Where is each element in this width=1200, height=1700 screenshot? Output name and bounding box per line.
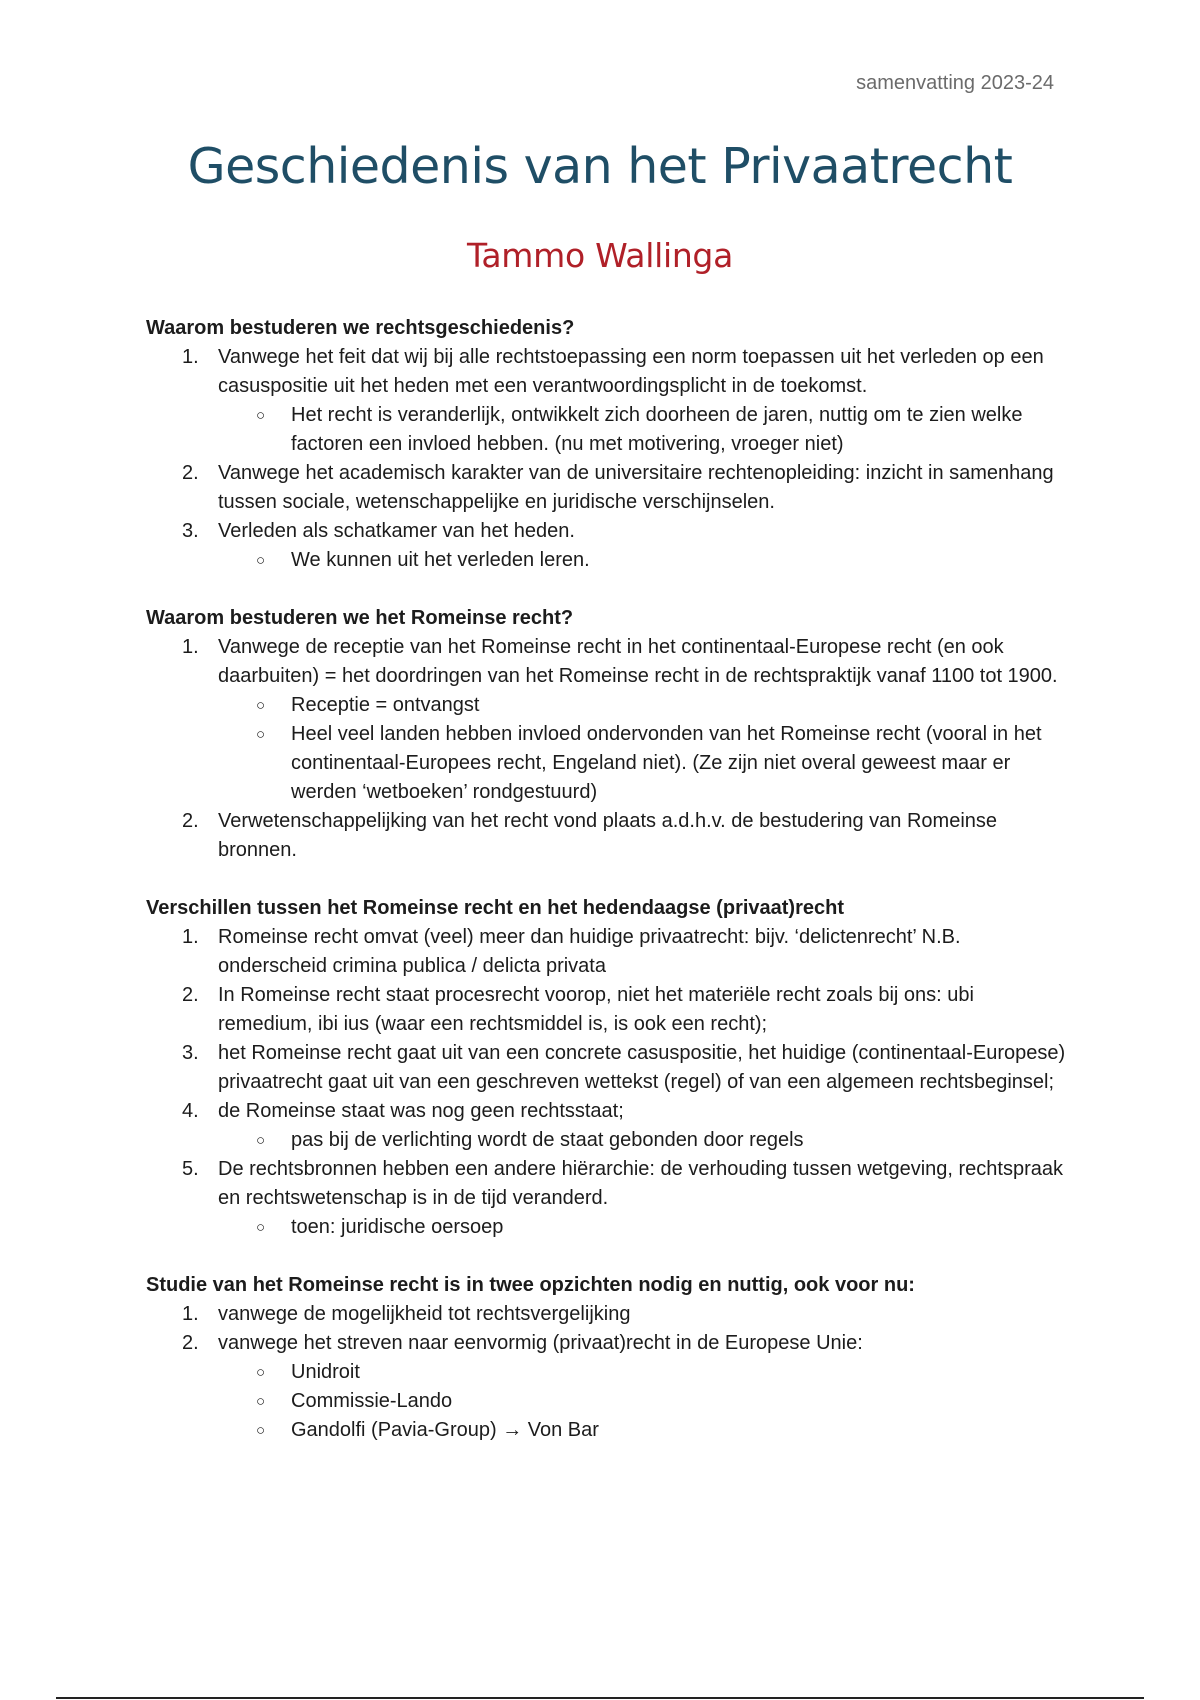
section-heading: Waarom bestuderen we het Romeinse recht?	[146, 607, 574, 629]
hollow-bullet-icon: ○	[256, 1393, 266, 1410]
hollow-bullet-icon: ○	[256, 1219, 266, 1236]
hollow-bullet-icon: ○	[256, 407, 266, 424]
item-text: Vanwege de receptie van het Romeinse recht in het continentaal-Europese recht (en ook daarbuiten) = het doordringen van het Romeinse recht in de rechtspraktijk vanaf 1100 tot 1900.	[218, 636, 1058, 687]
item-text: het Romeinse recht gaat uit van een concrete casuspositie, het huidige (continentaal-Europese) privaatrecht gaat uit van een geschreven wettekst (regel) of van een algemeen rechtsbeginsel;	[218, 1042, 1066, 1093]
section	[146, 314, 1066, 575]
sub-item-text: Gandolfi (Pavia-Group) → Von Bar	[291, 1419, 599, 1441]
sub-item-text: Heel veel landen hebben invloed ondervonden van het Romeinse recht (vooral in het continentaal-Europees recht, Engeland niet). (Ze zijn niet overal geweest maar er werden ‘wetboeken’ rondgestuurd)	[291, 723, 1042, 803]
list-item	[146, 1300, 1066, 1329]
section-heading: Verschillen tussen het Romeinse recht en het hedendaagse (privaat)recht	[146, 897, 844, 919]
item-text: Vanwege het feit dat wij bij alle rechtstoepassing een norm toepassen uit het verleden op een casuspositie uit het heden met een verantwoordingsplicht in de toekomst.	[218, 346, 1044, 397]
list-item	[146, 1329, 1066, 1445]
list-item	[146, 1097, 1066, 1155]
header-label: samenvatting 2023-24	[856, 72, 1054, 94]
sub-list-item	[218, 720, 1066, 807]
bottom-divider	[56, 1697, 1144, 1699]
item-number: 3.	[182, 1042, 199, 1064]
item-number: 4.	[182, 1100, 199, 1122]
item-number: 1.	[182, 636, 199, 658]
sub-item-text: Commissie-Lando	[291, 1390, 453, 1412]
list-item	[146, 1155, 1066, 1242]
sub-list-item	[218, 401, 1066, 459]
hollow-bullet-icon: ○	[256, 1132, 266, 1149]
item-number: 2.	[182, 810, 199, 832]
section	[146, 604, 1066, 865]
list-item	[146, 459, 1066, 517]
document-title: Geschiedenis van het Privaatrecht	[187, 138, 1013, 195]
list-item	[146, 1039, 1066, 1097]
item-number: 2.	[182, 462, 199, 484]
item-text: De rechtsbronnen hebben een andere hiërarchie: de verhouding tussen wetgeving, rechtspraak en rechtswetenschap is in de tijd veranderd.	[218, 1158, 1063, 1209]
sub-item-text: pas bij de verlichting wordt de staat gebonden door regels	[291, 1129, 804, 1151]
item-number: 1.	[182, 346, 199, 368]
list-item	[146, 343, 1066, 459]
item-text: Verwetenschappelijking van het recht vond plaats a.d.h.v. de bestudering van Romeinse bronnen.	[218, 810, 998, 861]
item-text: vanwege het streven naar eenvormig (privaat)recht in de Europese Unie:	[218, 1332, 863, 1354]
numbered-list	[146, 633, 1066, 865]
sub-list	[218, 691, 1066, 807]
sub-list	[218, 1126, 1066, 1155]
document-body	[146, 314, 1066, 1474]
hollow-bullet-icon: ○	[256, 1364, 266, 1381]
sub-list-item	[218, 1358, 1066, 1387]
item-number: 2.	[182, 984, 199, 1006]
item-number: 1.	[182, 926, 199, 948]
item-text: Verleden als schatkamer van het heden.	[218, 520, 575, 542]
sub-list	[218, 401, 1066, 459]
document-author: Tammo Wallinga	[466, 236, 734, 275]
item-text: vanwege de mogelijkheid tot rechtsvergelijking	[218, 1303, 631, 1325]
item-number: 2.	[182, 1332, 199, 1354]
list-item	[146, 923, 1066, 981]
sub-list	[218, 546, 1066, 575]
sub-list-item	[218, 691, 1066, 720]
sub-list-item	[218, 1213, 1066, 1242]
numbered-list	[146, 923, 1066, 1242]
sub-list-item	[218, 1416, 1066, 1445]
sub-item-text: Receptie = ontvangst	[291, 694, 480, 716]
item-text: Romeinse recht omvat (veel) meer dan huidige privaatrecht: bijv. ‘delictenrecht’ N.B. onderscheid crimina publica / delicta privata	[218, 926, 961, 977]
item-text: Vanwege het academisch karakter van de universitaire rechtenopleiding: inzicht in samenhang tussen sociale, wetenschappelijke en juridische verschijnselen.	[218, 462, 1054, 513]
numbered-list	[146, 343, 1066, 575]
sub-list	[218, 1213, 1066, 1242]
item-number: 5.	[182, 1158, 199, 1180]
list-item	[146, 517, 1066, 575]
hollow-bullet-icon: ○	[256, 726, 266, 743]
item-number: 3.	[182, 520, 199, 542]
sub-item-text: We kunnen uit het verleden leren.	[291, 549, 590, 571]
section	[146, 1271, 1066, 1445]
hollow-bullet-icon: ○	[256, 552, 266, 569]
list-item	[146, 807, 1066, 865]
hollow-bullet-icon: ○	[256, 1422, 266, 1439]
sub-list	[218, 1358, 1066, 1445]
item-text: In Romeinse recht staat procesrecht voorop, niet het materiële recht zoals bij ons: ubi remedium, ibi ius (waar een rechtsmiddel is, is ook een recht);	[218, 984, 974, 1035]
hollow-bullet-icon: ○	[256, 697, 266, 714]
sub-item-text: toen: juridische oersoep	[291, 1216, 504, 1238]
list-item	[146, 633, 1066, 807]
section	[146, 894, 1066, 1242]
sub-item-text: Unidroit	[291, 1361, 360, 1383]
item-number: 1.	[182, 1303, 199, 1325]
list-item	[146, 981, 1066, 1039]
section-heading: Waarom bestuderen we rechtsgeschiedenis?	[146, 317, 575, 339]
section-heading: Studie van het Romeinse recht is in twee opzichten nodig en nuttig, ook voor nu:	[146, 1274, 915, 1296]
item-text: de Romeinse staat was nog geen rechtsstaat;	[218, 1100, 624, 1122]
sub-item-text: Het recht is veranderlijk, ontwikkelt zich doorheen de jaren, nuttig om te zien welke factoren een invloed hebben. (nu met motivering, vroeger niet)	[291, 404, 1023, 455]
sub-list-item	[218, 1387, 1066, 1416]
numbered-list	[146, 1300, 1066, 1445]
sub-list-item	[218, 1126, 1066, 1155]
sub-list-item	[218, 546, 1066, 575]
